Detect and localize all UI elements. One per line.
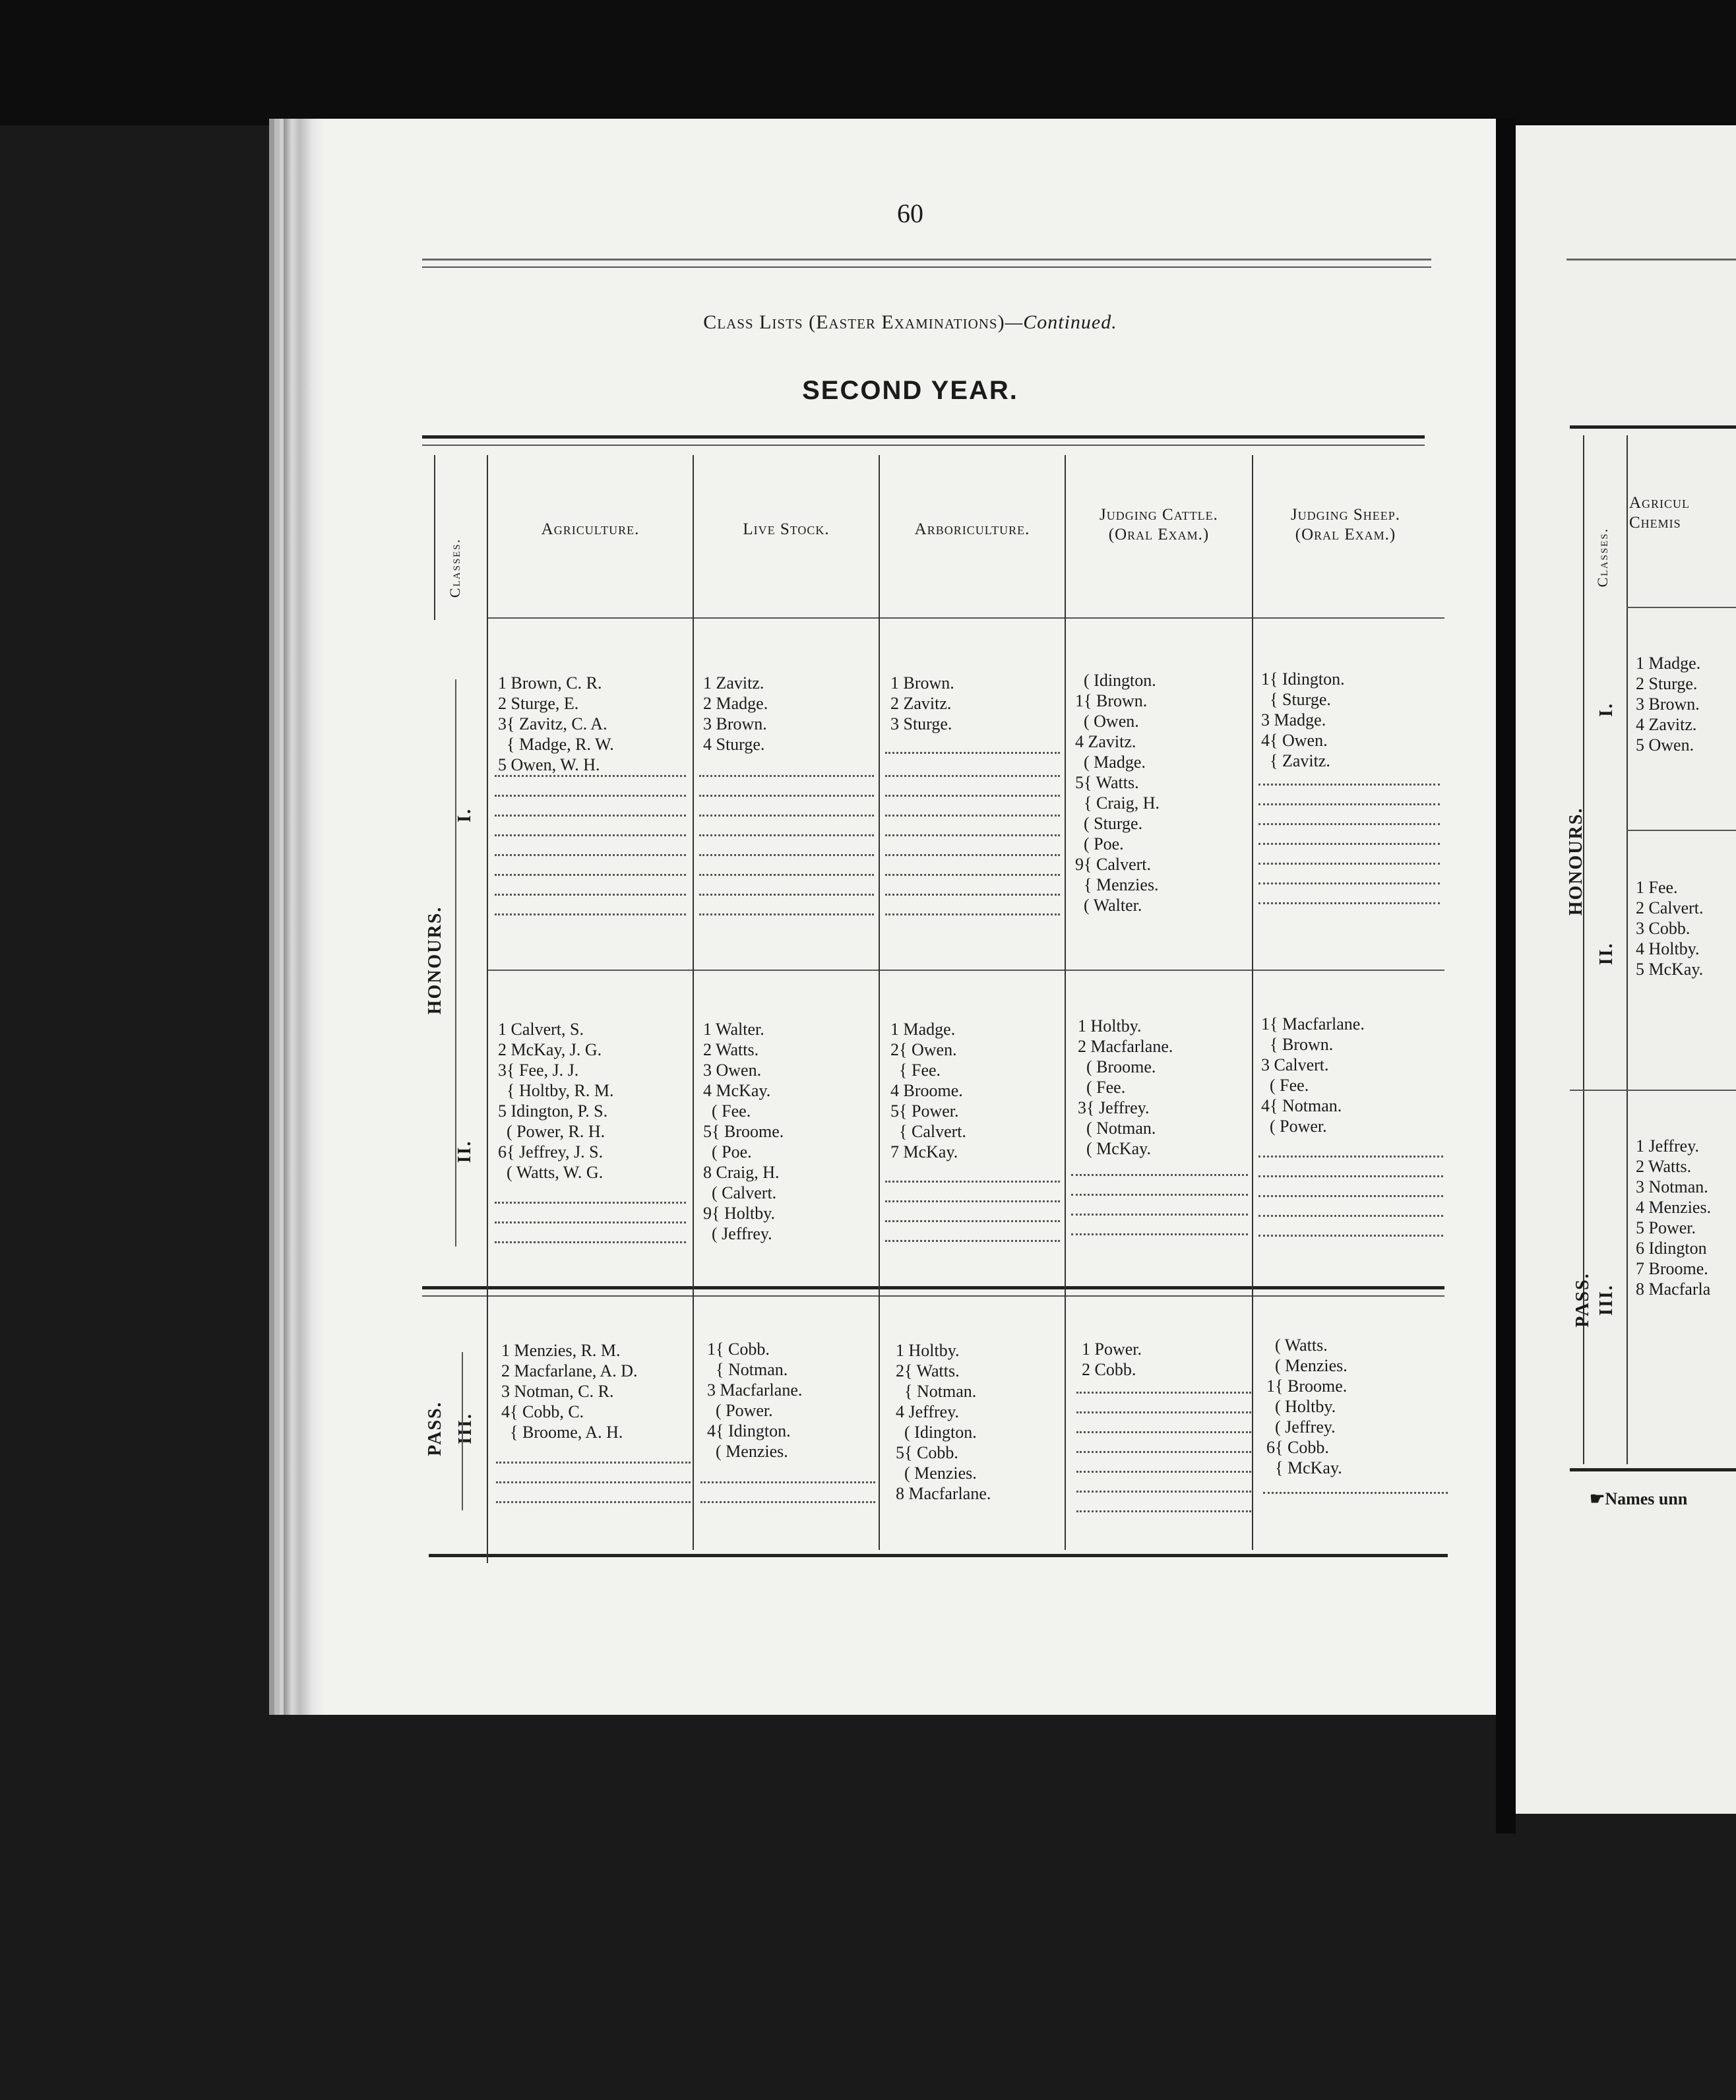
dotted-line [700, 1501, 875, 1503]
pass-brace [462, 1352, 463, 1510]
honours-II-judging-cattle: 1 Holtby. 2 Macfarlane. ( Broome. ( Fee. 3{ Jeffrey. ( Notman. ( McKay. [1078, 1016, 1173, 1158]
class-II-label: II. [454, 1140, 475, 1163]
header-bottom-rule [488, 617, 1444, 619]
right-class-I-label: I. [1596, 702, 1617, 717]
honours-I-judging-cattle: ( Idington. 1{ Brown. ( Owen. 4 Zavitz. ( Madge. 5{ Watts. { Craig, H. ( Sturge. ( Poe. 9{ Calvert. { Menzies. ( Walter. [1075, 671, 1160, 915]
dotted-line [885, 815, 1060, 817]
dotted-line [495, 795, 686, 797]
dotted-line [700, 1481, 875, 1483]
right-honours-label: HONOURS. [1566, 807, 1586, 916]
pointing-hand-icon: ☛ [1590, 1489, 1605, 1508]
class-III-label: III. [455, 1413, 476, 1444]
dotted-line [885, 795, 1060, 797]
dotted-line [1258, 1235, 1443, 1237]
dotted-line [1258, 843, 1440, 845]
caption [409, 311, 1411, 334]
pass-III-arboriculture: 1 Holtby. 2{ Watts. { Notman. 4 Jeffrey. ( Idington. 5{ Cobb. ( Menzies. 8 Macfarlane. [896, 1341, 991, 1503]
dotted-line [495, 815, 686, 817]
dotted-line [1071, 1174, 1248, 1176]
dotted-line [1071, 1233, 1248, 1235]
dotted-line [1258, 784, 1440, 786]
dotted-line [885, 894, 1060, 896]
honours-II-live-stock: 1 Walter. 2 Watts. 3 Owen. 4 McKay. ( Fee. 5{ Broome. ( Poe. 8 Craig, H. ( Calvert. 9{ Holtby. ( Jeffrey. [703, 1020, 784, 1243]
col-header-live-stock: Live Stock. [743, 520, 830, 538]
class-I-bottom-rule [488, 970, 1444, 971]
page-number: 60 [897, 199, 923, 228]
col-header-arboriculture: Arboriculture. [914, 520, 1030, 538]
right-col-header: Agricul Chemis [1629, 494, 1690, 532]
right-honours-bottom [1570, 1090, 1736, 1091]
class-I-label: I. [454, 808, 475, 822]
dotted-line [885, 874, 1060, 876]
page-title: SECOND YEAR. [802, 376, 1018, 405]
col-line-3 [879, 455, 880, 1550]
col-header-judging-sheep: Judging Sheep. (Oral Exam.) [1290, 506, 1401, 543]
dotted-line [495, 894, 686, 896]
right-class-III-label: III. [1596, 1284, 1617, 1316]
dotted-line [1258, 1215, 1443, 1217]
table-top-rule-2 [422, 445, 1425, 446]
right-table-top-rule [1570, 425, 1736, 429]
classes-header: Classes. [447, 538, 463, 598]
dotted-line [885, 834, 1060, 836]
honours-II-agriculture: 1 Calvert, S. 2 McKay, J. G. 3{ Fee, J. J. { Holtby, R. M. 5 Idington, P. S. ( Power, R. H. 6{ Jeffrey, J. S. ( Watts, W. G. [498, 1020, 614, 1182]
dotted-line [885, 775, 1060, 777]
dotted-line [1076, 1451, 1251, 1453]
dotted-line [1258, 1156, 1443, 1158]
dotted-line [496, 1481, 691, 1483]
right-header-rule [1566, 259, 1736, 261]
pass-III-live-stock: 1{ Cobb. { Notman. 3 Macfarlane. ( Power. 4{ Idington. ( Menzies. [707, 1340, 803, 1461]
dotted-line [699, 874, 874, 876]
header-rule-bottom [422, 266, 1431, 268]
right-table-bottom [1570, 1468, 1736, 1471]
dotted-line [699, 795, 874, 797]
dotted-line [699, 854, 874, 856]
dotted-line [1076, 1471, 1251, 1473]
page-edge [284, 119, 325, 1715]
book-gutter [1496, 119, 1516, 1834]
right-col-line-1 [1627, 435, 1628, 1464]
dotted-line [699, 775, 874, 777]
dotted-line [1076, 1392, 1251, 1394]
dotted-line [1076, 1431, 1251, 1433]
honours-brace [455, 679, 456, 1247]
honours-label: HONOURS. [425, 906, 445, 1015]
col-header-agriculture: Agriculture. [541, 520, 640, 538]
right-class-I-bottom [1627, 830, 1736, 831]
dotted-line [1258, 902, 1440, 904]
honours-I-agriculture: 1 Brown, C. R. 2 Sturge, E. 3{ Zavitz, C. A. { Madge, R. W. 5 Owen, W. H. [498, 673, 614, 774]
right-honours-I-list: 1 Madge. 2 Sturge. 3 Brown. 4 Zavitz. 5 Owen. [1636, 654, 1701, 755]
caption-prefix: Class Lists (Easter Examinations) [703, 311, 1005, 333]
right-classes-header: Classes. [1594, 527, 1611, 588]
dotted-line [885, 1220, 1060, 1222]
right-honours-II-list: 1 Fee. 2 Calvert. 3 Cobb. 4 Holtby. 5 McKay. [1636, 878, 1704, 979]
dotted-line [885, 1240, 1060, 1242]
dotted-line [1071, 1194, 1248, 1196]
dotted-line [495, 913, 686, 915]
honours-II-judging-sheep: 1{ Macfarlane. { Brown. 3 Calvert. ( Fee. 4{ Notman. ( Power. [1261, 1014, 1365, 1136]
right-pass-label: PASS. [1572, 1272, 1593, 1328]
table-top-rule [422, 435, 1425, 439]
right-pass-III-list: 1 Jeffrey. 2 Watts. 3 Notman. 4 Menzies. 5 Power. 6 Idington 7 Broome. 8 Macfarla [1636, 1136, 1712, 1299]
dotted-line [699, 834, 874, 836]
header-rule-top [422, 259, 1431, 261]
honours-I-arboriculture: 1 Brown. 2 Zavitz. 3 Sturge. [890, 673, 954, 733]
classes-col-line [434, 455, 435, 620]
honours-bottom-rule-2 [422, 1295, 1444, 1297]
honours-I-live-stock: 1 Zavitz. 2 Madge. 3 Brown. 4 Sturge. [703, 673, 768, 754]
honours-bottom-rule [422, 1286, 1444, 1289]
dotted-line [495, 834, 686, 836]
dotted-line [495, 775, 686, 777]
dotted-line [885, 854, 1060, 856]
table-bottom-rule [429, 1554, 1448, 1557]
dotted-line [1076, 1491, 1251, 1493]
col-line-2 [693, 455, 694, 1550]
right-footnote [1590, 1489, 1687, 1509]
dotted-line [1258, 863, 1440, 865]
dotted-line [699, 894, 874, 896]
dotted-line [495, 1241, 686, 1243]
dotted-line [496, 1462, 691, 1464]
dotted-line [885, 752, 1060, 754]
background-top [0, 0, 1736, 125]
col-line-5 [1252, 455, 1253, 1550]
dotted-line [885, 1200, 1060, 1202]
dotted-line [1258, 1195, 1443, 1197]
dotted-line [495, 1202, 686, 1204]
honours-I-judging-sheep: 1{ Idington. { Sturge. 3 Madge. 4{ Owen. { Zavitz. [1261, 669, 1345, 770]
dotted-line [496, 1501, 691, 1503]
right-header-bottom [1627, 607, 1736, 608]
dotted-line [495, 1221, 686, 1223]
dotted-line [885, 913, 1060, 915]
dotted-line [1258, 882, 1440, 884]
pass-III-judging-sheep: ( Watts. ( Menzies. 1{ Broome. ( Holtby. ( Jeffrey. 6{ Cobb. { McKay. [1266, 1336, 1348, 1477]
dotted-line [1258, 1175, 1443, 1177]
col-line-1 [487, 455, 488, 1563]
dotted-line [885, 1181, 1060, 1183]
dotted-line [1076, 1411, 1251, 1413]
dotted-line [1263, 1492, 1448, 1494]
right-class-II-label: II. [1596, 942, 1617, 966]
dotted-line [1076, 1510, 1251, 1512]
honours-II-arboriculture: 1 Madge. 2{ Owen. { Fee. 4 Broome. 5{ Power. { Calvert. 7 McKay. [890, 1020, 967, 1161]
dotted-line [1258, 803, 1440, 805]
pass-III-agriculture: 1 Menzies, R. M. 2 Macfarlane, A. D. 3 Notman, C. R. 4{ Cobb, C. { Broome, A. H. [501, 1341, 638, 1442]
dotted-line [495, 854, 686, 856]
caption-suffix: —Continued. [1005, 311, 1117, 333]
dotted-line [699, 815, 874, 817]
col-header-judging-cattle: Judging Cattle. (Oral Exam.) [1100, 506, 1218, 543]
pass-label: PASS. [425, 1401, 445, 1456]
dotted-line [699, 913, 874, 915]
right-footnote-text: Names unn [1605, 1489, 1688, 1508]
dotted-line [1071, 1214, 1248, 1216]
dotted-line [1258, 823, 1440, 825]
dotted-line [495, 874, 686, 876]
pass-III-judging-cattle: 1 Power. 2 Cobb. [1082, 1340, 1142, 1379]
col-line-4 [1065, 455, 1066, 1550]
